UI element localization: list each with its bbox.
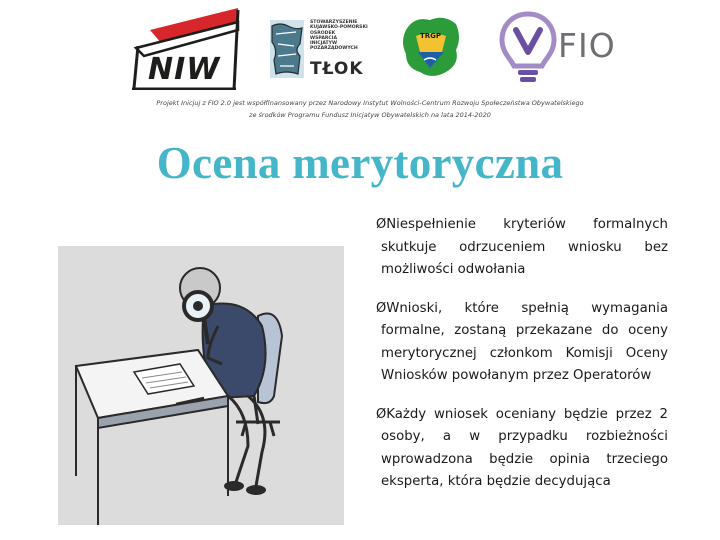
bullet-item bbox=[376, 214, 668, 282]
fio-logo bbox=[498, 8, 622, 84]
bullet-item bbox=[376, 298, 668, 388]
trgp-text: TRGP bbox=[420, 32, 442, 40]
tlok-line: STOWARZYSZENIE bbox=[310, 20, 358, 25]
fio-text: FIO bbox=[558, 26, 616, 65]
funding-caption-line: ze środków Programu Fundusz Inicjatyw Obywatelskich na lata 2014-2020 bbox=[249, 111, 491, 119]
trgp-map-icon bbox=[400, 12, 464, 82]
header-logos bbox=[0, 0, 720, 95]
tlok-name: TŁOK bbox=[310, 59, 364, 79]
funding-caption-line: Projekt Inicjuj z FIO 2.0 jest współfinansowany przez Narodowy Instytut Wolności-Centrum Rozwoju Społeczeństwa Obywatelskiego bbox=[156, 99, 584, 107]
niw-logo-text: NIW bbox=[148, 52, 221, 87]
bullet-item bbox=[376, 404, 668, 494]
arrow-bullet-icon: Ø bbox=[376, 300, 387, 316]
tlok-map-icon bbox=[270, 20, 304, 78]
tlok-line: OŚRODEK bbox=[310, 30, 336, 36]
bullet-list bbox=[376, 214, 668, 494]
funding-caption bbox=[100, 97, 640, 121]
lightbulb-icon bbox=[498, 8, 558, 84]
bullet-text: Każdy wniosek oceniany będzie przez 2 osoby, a w przypadku rozbieżności wprowadzona będzie opinia trzeciego eksperta, która będzie decydująca bbox=[381, 406, 668, 489]
person-with-magnifier-illustration bbox=[58, 246, 344, 525]
tlok-line: INICJATYW bbox=[310, 41, 338, 47]
bullet-text: Wnioski, które spełnią wymagania formalne, zostaną przekazane do oceny merytorycznej członkom Komisji Oceny Wniosków powołanym przez Operatorów bbox=[381, 300, 668, 383]
arrow-bullet-icon: Ø bbox=[376, 217, 387, 232]
tlok-description bbox=[310, 20, 382, 52]
trgp-logo bbox=[400, 12, 464, 82]
tlok-line: WSPARCIA bbox=[310, 35, 338, 41]
bullet-text: Niespełnienie kryteriów formalnych skutkuje odrzuceniem wniosku bez możliwości odwołania bbox=[381, 217, 668, 277]
evaluator-illustration bbox=[58, 246, 344, 525]
tlok-line: POZARZĄDOWYCH bbox=[310, 46, 358, 52]
slide-title: Ocena merytoryczna bbox=[156, 138, 564, 188]
tlok-line: KUJAWSKO-POMORSKI bbox=[310, 25, 368, 31]
arrow-bullet-icon: Ø bbox=[376, 406, 387, 422]
tlok-logo bbox=[270, 18, 382, 80]
niw-logo bbox=[122, 8, 240, 90]
